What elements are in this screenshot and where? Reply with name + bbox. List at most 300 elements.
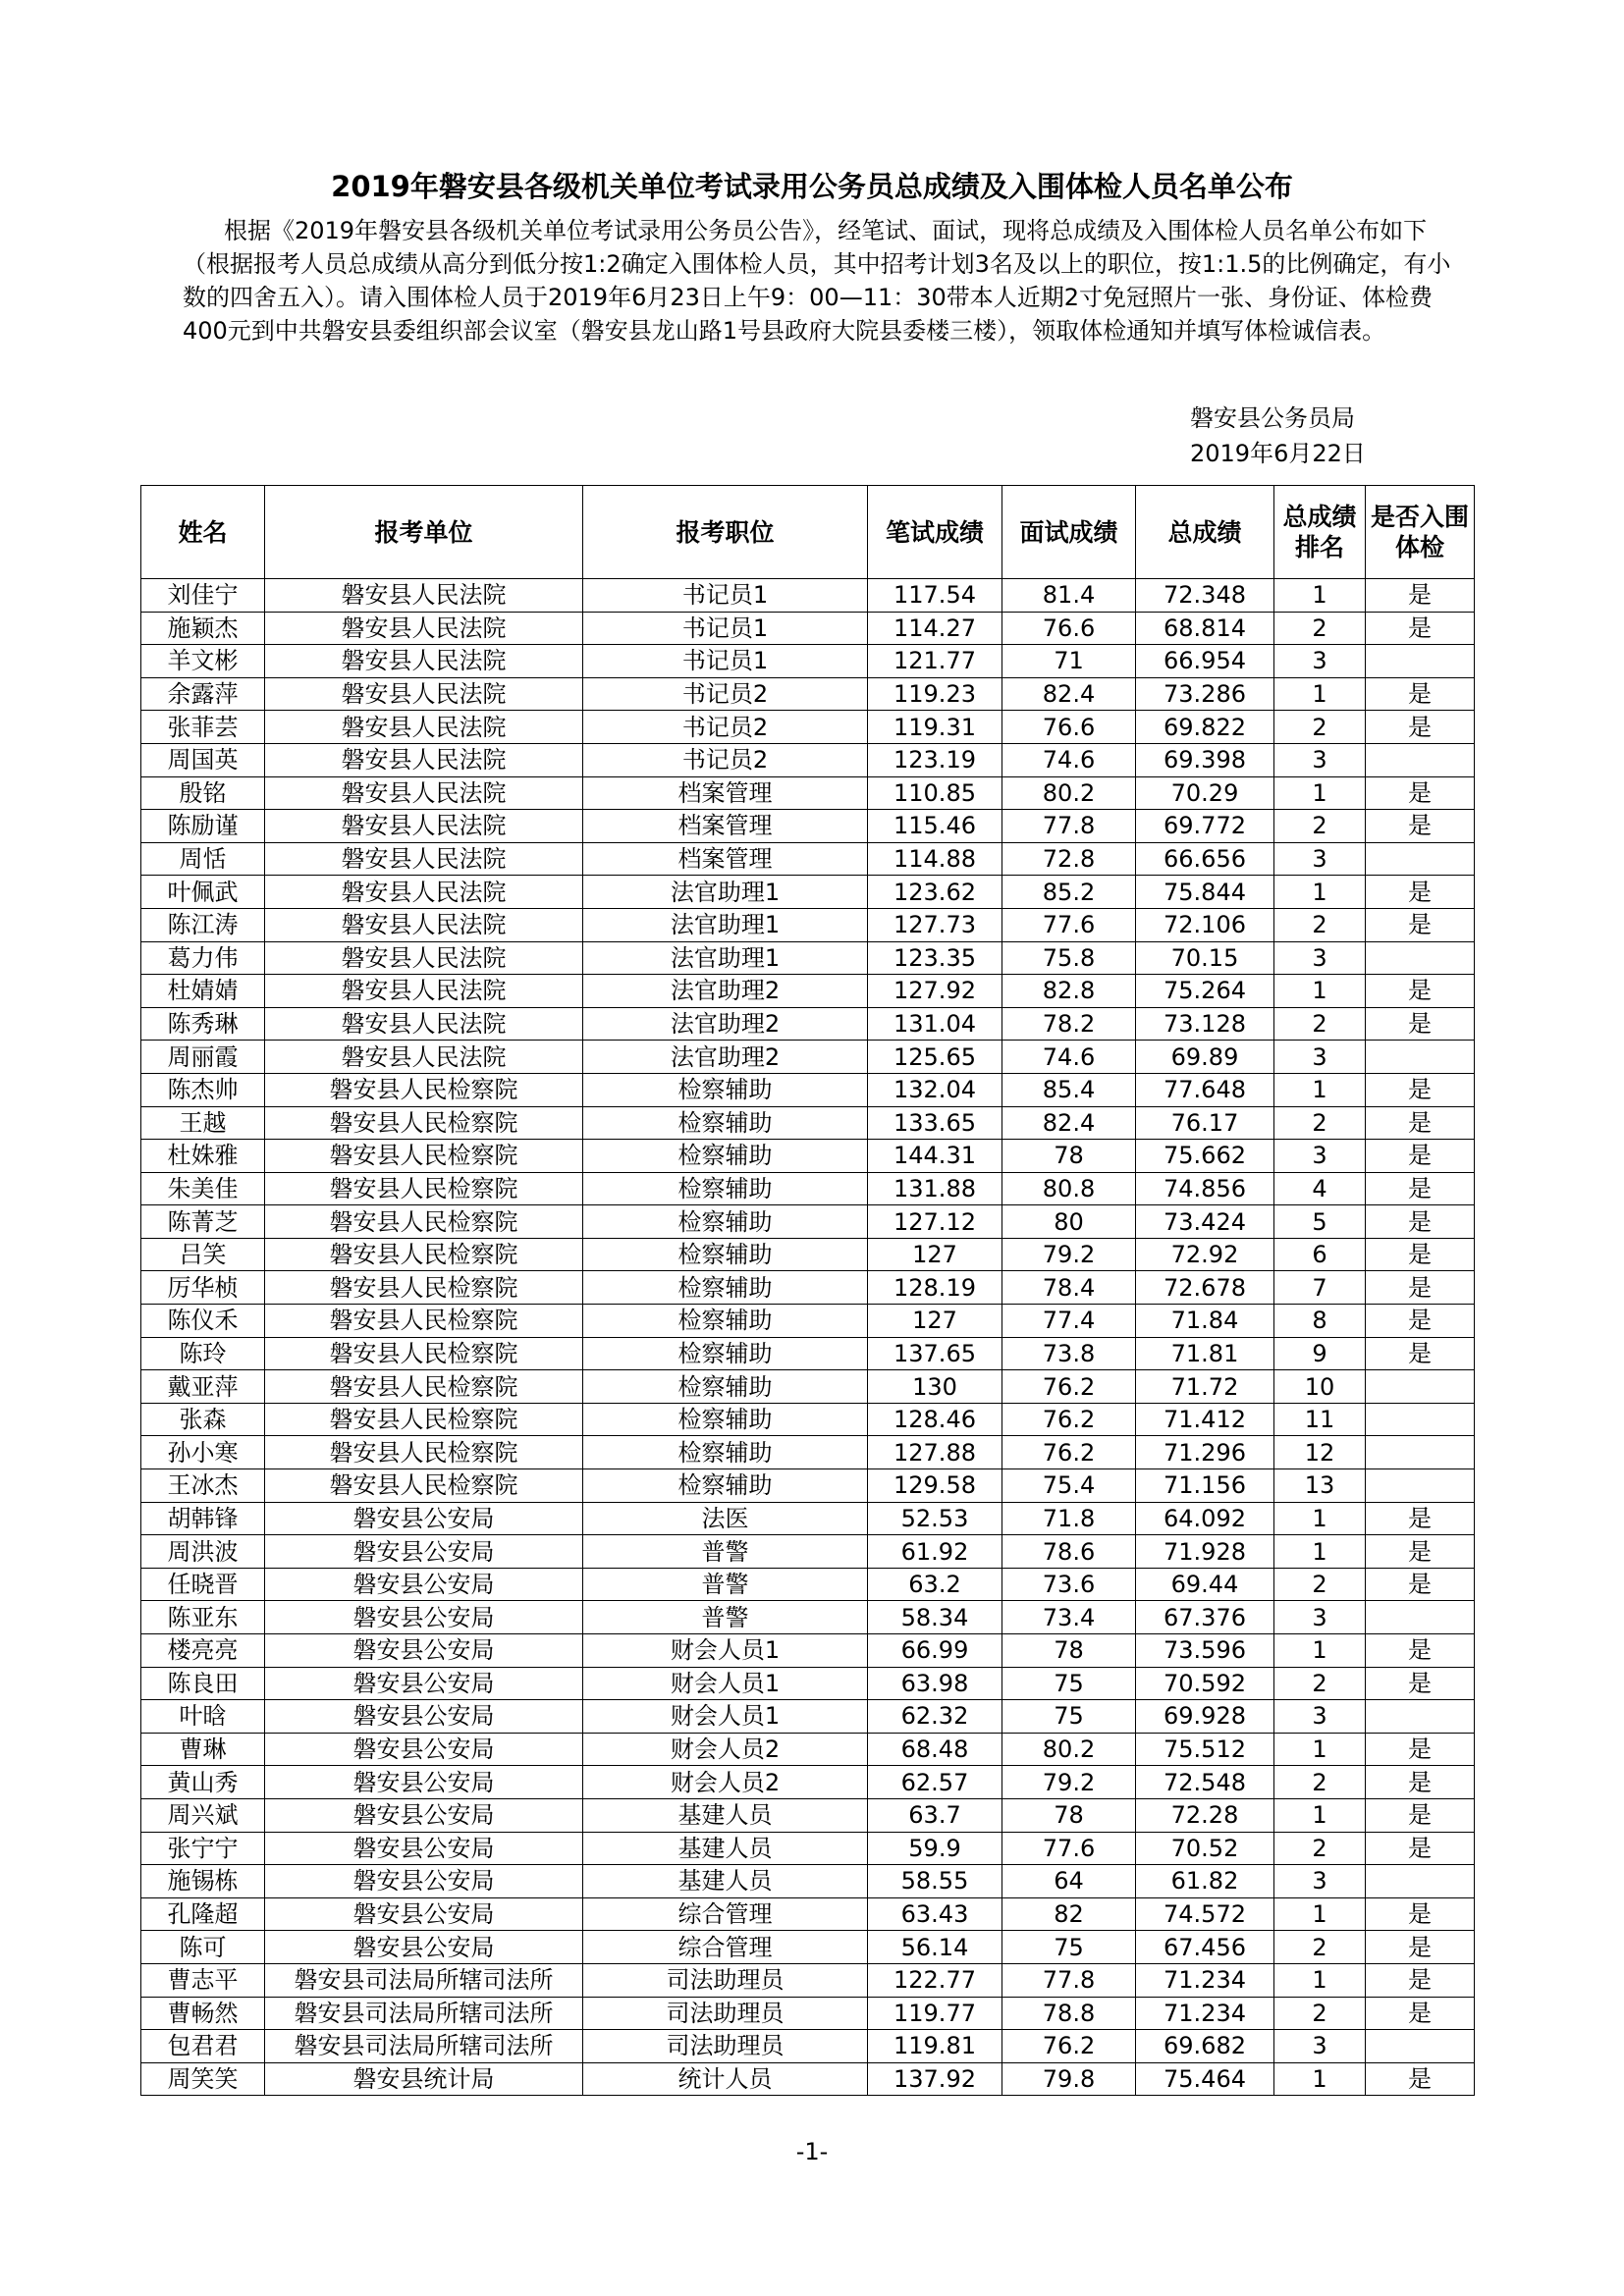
cell-position: 财会人员1 bbox=[583, 1667, 868, 1700]
cell-unit: 磐安县人民检察院 bbox=[265, 1238, 583, 1271]
cell-unit: 磐安县人民检察院 bbox=[265, 1106, 583, 1140]
cell-unit: 磐安县人民检察院 bbox=[265, 1073, 583, 1106]
cell-interview-score: 76.2 bbox=[1002, 2030, 1136, 2063]
cell-interview-score: 75 bbox=[1002, 1931, 1136, 1964]
table-row bbox=[141, 810, 1475, 843]
cell-shortlisted: 是 bbox=[1366, 1832, 1475, 1865]
table-row bbox=[141, 876, 1475, 909]
cell-total-score: 75.264 bbox=[1136, 975, 1274, 1008]
cell-total-score: 64.092 bbox=[1136, 1502, 1274, 1535]
cell-position: 检察辅助 bbox=[583, 1238, 868, 1271]
cell-shortlisted: 是 bbox=[1366, 1172, 1475, 1205]
cell-position: 书记员2 bbox=[583, 711, 868, 744]
cell-unit: 磐安县人民法院 bbox=[265, 810, 583, 843]
cell-rank: 2 bbox=[1274, 1766, 1366, 1799]
cell-shortlisted: 是 bbox=[1366, 1535, 1475, 1569]
table-row bbox=[141, 743, 1475, 776]
cell-name: 殷铭 bbox=[141, 776, 265, 810]
cell-shortlisted: 是 bbox=[1366, 1205, 1475, 1239]
cell-total-score: 72.106 bbox=[1136, 908, 1274, 941]
cell-shortlisted: 是 bbox=[1366, 1568, 1475, 1601]
table-row bbox=[141, 1073, 1475, 1106]
cell-written-score: 122.77 bbox=[868, 1963, 1002, 1997]
cell-interview-score: 71 bbox=[1002, 645, 1136, 678]
cell-shortlisted bbox=[1366, 1370, 1475, 1404]
cell-written-score: 61.92 bbox=[868, 1535, 1002, 1569]
cell-interview-score: 77.6 bbox=[1002, 908, 1136, 941]
cell-unit: 磐安县人民检察院 bbox=[265, 1469, 583, 1503]
cell-interview-score: 81.4 bbox=[1002, 579, 1136, 613]
cell-shortlisted bbox=[1366, 1041, 1475, 1074]
cell-interview-score: 79.2 bbox=[1002, 1238, 1136, 1271]
cell-unit: 磐安县公安局 bbox=[265, 1931, 583, 1964]
table-row bbox=[141, 612, 1475, 645]
table-row bbox=[141, 1897, 1475, 1931]
cell-name: 施锡栋 bbox=[141, 1865, 265, 1898]
table-row bbox=[141, 1832, 1475, 1865]
cell-name: 王越 bbox=[141, 1106, 265, 1140]
cell-interview-score: 77.4 bbox=[1002, 1305, 1136, 1338]
cell-shortlisted: 是 bbox=[1366, 1667, 1475, 1700]
cell-rank: 4 bbox=[1274, 1172, 1366, 1205]
cell-interview-score: 78.6 bbox=[1002, 1535, 1136, 1569]
cell-shortlisted: 是 bbox=[1366, 2062, 1475, 2096]
cell-shortlisted: 是 bbox=[1366, 612, 1475, 645]
cell-interview-score: 80.8 bbox=[1002, 1172, 1136, 1205]
cell-position: 书记员2 bbox=[583, 677, 868, 711]
cell-written-score: 63.7 bbox=[868, 1798, 1002, 1832]
cell-name: 陈菁芝 bbox=[141, 1205, 265, 1239]
table-row bbox=[141, 1370, 1475, 1404]
cell-rank: 2 bbox=[1274, 908, 1366, 941]
cell-total-score: 67.376 bbox=[1136, 1601, 1274, 1634]
cell-written-score: 131.88 bbox=[868, 1172, 1002, 1205]
cell-unit: 磐安县公安局 bbox=[265, 1700, 583, 1734]
cell-name: 羊文彬 bbox=[141, 645, 265, 678]
cell-position: 检察辅助 bbox=[583, 1337, 868, 1370]
cell-rank: 1 bbox=[1274, 1733, 1366, 1766]
cell-total-score: 76.17 bbox=[1136, 1106, 1274, 1140]
cell-position: 档案管理 bbox=[583, 842, 868, 876]
cell-position: 基建人员 bbox=[583, 1798, 868, 1832]
cell-rank: 3 bbox=[1274, 743, 1366, 776]
cell-rank: 11 bbox=[1274, 1403, 1366, 1436]
cell-position: 检察辅助 bbox=[583, 1205, 868, 1239]
cell-written-score: 52.53 bbox=[868, 1502, 1002, 1535]
cell-total-score: 73.596 bbox=[1136, 1634, 1274, 1668]
cell-position: 检察辅助 bbox=[583, 1140, 868, 1173]
header-interview-score: 面试成绩 bbox=[1002, 486, 1136, 579]
cell-unit: 磐安县人民法院 bbox=[265, 645, 583, 678]
signature-date: 2019年6月22日 bbox=[1190, 440, 1366, 467]
table-row bbox=[141, 1535, 1475, 1569]
cell-position: 检察辅助 bbox=[583, 1106, 868, 1140]
cell-name: 陈亚东 bbox=[141, 1601, 265, 1634]
cell-shortlisted: 是 bbox=[1366, 1271, 1475, 1305]
table-row bbox=[141, 1733, 1475, 1766]
cell-written-score: 129.58 bbox=[868, 1469, 1002, 1503]
cell-position: 书记员1 bbox=[583, 645, 868, 678]
cell-rank: 3 bbox=[1274, 645, 1366, 678]
cell-unit: 磐安县人民检察院 bbox=[265, 1436, 583, 1469]
cell-shortlisted: 是 bbox=[1366, 1997, 1475, 2030]
cell-name: 周丽霞 bbox=[141, 1041, 265, 1074]
cell-written-score: 123.35 bbox=[868, 941, 1002, 975]
cell-total-score: 74.856 bbox=[1136, 1172, 1274, 1205]
table-row bbox=[141, 711, 1475, 744]
cell-rank: 1 bbox=[1274, 677, 1366, 711]
cell-interview-score: 74.6 bbox=[1002, 1041, 1136, 1074]
cell-unit: 磐安县公安局 bbox=[265, 1832, 583, 1865]
cell-unit: 磐安县公安局 bbox=[265, 1667, 583, 1700]
table-row bbox=[141, 579, 1475, 613]
cell-written-score: 59.9 bbox=[868, 1832, 1002, 1865]
cell-position: 财会人员1 bbox=[583, 1700, 868, 1734]
cell-total-score: 70.592 bbox=[1136, 1667, 1274, 1700]
cell-written-score: 127.73 bbox=[868, 908, 1002, 941]
cell-total-score: 70.52 bbox=[1136, 1832, 1274, 1865]
cell-name: 包君君 bbox=[141, 2030, 265, 2063]
cell-rank: 1 bbox=[1274, 1535, 1366, 1569]
cell-rank: 1 bbox=[1274, 1502, 1366, 1535]
cell-position: 财会人员2 bbox=[583, 1733, 868, 1766]
cell-total-score: 75.464 bbox=[1136, 2062, 1274, 2096]
cell-shortlisted bbox=[1366, 941, 1475, 975]
cell-unit: 磐安县人民法院 bbox=[265, 776, 583, 810]
cell-unit: 磐安县公安局 bbox=[265, 1798, 583, 1832]
table-row bbox=[141, 1106, 1475, 1140]
cell-name: 叶晗 bbox=[141, 1700, 265, 1734]
cell-interview-score: 73.6 bbox=[1002, 1568, 1136, 1601]
cell-position: 司法助理员 bbox=[583, 2030, 868, 2063]
cell-position: 检察辅助 bbox=[583, 1403, 868, 1436]
cell-name: 任晓晋 bbox=[141, 1568, 265, 1601]
table-row bbox=[141, 1700, 1475, 1734]
cell-total-score: 69.822 bbox=[1136, 711, 1274, 744]
cell-unit: 磐安县人民检察院 bbox=[265, 1337, 583, 1370]
cell-position: 普警 bbox=[583, 1601, 868, 1634]
cell-total-score: 69.772 bbox=[1136, 810, 1274, 843]
cell-shortlisted bbox=[1366, 1865, 1475, 1898]
cell-written-score: 62.32 bbox=[868, 1700, 1002, 1734]
cell-position: 检察辅助 bbox=[583, 1073, 868, 1106]
table-row bbox=[141, 1997, 1475, 2030]
cell-written-score: 125.65 bbox=[868, 1041, 1002, 1074]
cell-unit: 磐安县人民法院 bbox=[265, 743, 583, 776]
cell-rank: 3 bbox=[1274, 1041, 1366, 1074]
cell-interview-score: 78.4 bbox=[1002, 1271, 1136, 1305]
cell-rank: 2 bbox=[1274, 1106, 1366, 1140]
cell-unit: 磐安县人民检察院 bbox=[265, 1172, 583, 1205]
cell-shortlisted bbox=[1366, 2030, 1475, 2063]
cell-total-score: 61.82 bbox=[1136, 1865, 1274, 1898]
cell-name: 陈秀琳 bbox=[141, 1007, 265, 1041]
cell-unit: 磐安县司法局所辖司法所 bbox=[265, 1997, 583, 2030]
cell-shortlisted: 是 bbox=[1366, 810, 1475, 843]
cell-shortlisted: 是 bbox=[1366, 711, 1475, 744]
cell-interview-score: 85.2 bbox=[1002, 876, 1136, 909]
cell-shortlisted: 是 bbox=[1366, 1766, 1475, 1799]
cell-written-score: 121.77 bbox=[868, 645, 1002, 678]
cell-interview-score: 75.8 bbox=[1002, 941, 1136, 975]
cell-shortlisted: 是 bbox=[1366, 1073, 1475, 1106]
cell-unit: 磐安县司法局所辖司法所 bbox=[265, 2030, 583, 2063]
cell-rank: 2 bbox=[1274, 1997, 1366, 2030]
cell-position: 普警 bbox=[583, 1568, 868, 1601]
table-row bbox=[141, 908, 1475, 941]
cell-shortlisted: 是 bbox=[1366, 1634, 1475, 1668]
cell-total-score: 71.234 bbox=[1136, 1997, 1274, 2030]
table-row bbox=[141, 1205, 1475, 1239]
cell-name: 周洪波 bbox=[141, 1535, 265, 1569]
cell-interview-score: 75.4 bbox=[1002, 1469, 1136, 1503]
table-row bbox=[141, 776, 1475, 810]
cell-total-score: 71.156 bbox=[1136, 1469, 1274, 1503]
cell-shortlisted bbox=[1366, 1601, 1475, 1634]
cell-total-score: 71.84 bbox=[1136, 1305, 1274, 1338]
cell-unit: 磐安县人民法院 bbox=[265, 677, 583, 711]
cell-name: 曹志平 bbox=[141, 1963, 265, 1997]
cell-name: 胡韩锋 bbox=[141, 1502, 265, 1535]
cell-written-score: 63.2 bbox=[868, 1568, 1002, 1601]
table-row bbox=[141, 1502, 1475, 1535]
cell-shortlisted: 是 bbox=[1366, 1140, 1475, 1173]
cell-name: 楼亮亮 bbox=[141, 1634, 265, 1668]
header-position: 报考职位 bbox=[583, 486, 868, 579]
cell-unit: 磐安县人民法院 bbox=[265, 975, 583, 1008]
cell-interview-score: 80.2 bbox=[1002, 776, 1136, 810]
cell-total-score: 74.572 bbox=[1136, 1897, 1274, 1931]
table-row bbox=[141, 1305, 1475, 1338]
cell-written-score: 128.46 bbox=[868, 1403, 1002, 1436]
cell-position: 法医 bbox=[583, 1502, 868, 1535]
cell-unit: 磐安县人民检察院 bbox=[265, 1403, 583, 1436]
cell-rank: 1 bbox=[1274, 1897, 1366, 1931]
cell-shortlisted bbox=[1366, 1469, 1475, 1503]
cell-unit: 磐安县人民法院 bbox=[265, 941, 583, 975]
cell-interview-score: 77.6 bbox=[1002, 1832, 1136, 1865]
cell-name: 杜婧婧 bbox=[141, 975, 265, 1008]
cell-shortlisted: 是 bbox=[1366, 1007, 1475, 1041]
table-header-row bbox=[141, 486, 1475, 579]
cell-shortlisted bbox=[1366, 1436, 1475, 1469]
cell-written-score: 127 bbox=[868, 1305, 1002, 1338]
cell-shortlisted: 是 bbox=[1366, 876, 1475, 909]
cell-position: 综合管理 bbox=[583, 1931, 868, 1964]
table-row bbox=[141, 1798, 1475, 1832]
cell-rank: 1 bbox=[1274, 1963, 1366, 1997]
cell-name: 陈仪禾 bbox=[141, 1305, 265, 1338]
cell-interview-score: 72.8 bbox=[1002, 842, 1136, 876]
cell-rank: 9 bbox=[1274, 1337, 1366, 1370]
cell-name: 厉华桢 bbox=[141, 1271, 265, 1305]
cell-position: 普警 bbox=[583, 1535, 868, 1569]
table-body bbox=[141, 579, 1475, 2096]
cell-position: 司法助理员 bbox=[583, 1963, 868, 1997]
signature-org: 磐安县公务员局 bbox=[1190, 404, 1355, 432]
cell-position: 法官助理1 bbox=[583, 876, 868, 909]
cell-shortlisted bbox=[1366, 1700, 1475, 1734]
cell-position: 检察辅助 bbox=[583, 1436, 868, 1469]
table-row bbox=[141, 1931, 1475, 1964]
cell-written-score: 123.62 bbox=[868, 876, 1002, 909]
cell-interview-score: 82.4 bbox=[1002, 1106, 1136, 1140]
cell-rank: 3 bbox=[1274, 1700, 1366, 1734]
cell-rank: 7 bbox=[1274, 1271, 1366, 1305]
table-row bbox=[141, 2030, 1475, 2063]
cell-position: 档案管理 bbox=[583, 776, 868, 810]
header-name: 姓名 bbox=[141, 486, 265, 579]
cell-written-score: 114.27 bbox=[868, 612, 1002, 645]
cell-interview-score: 73.4 bbox=[1002, 1601, 1136, 1634]
header-unit: 报考单位 bbox=[265, 486, 583, 579]
table-row bbox=[141, 1766, 1475, 1799]
cell-shortlisted bbox=[1366, 645, 1475, 678]
cell-name: 陈可 bbox=[141, 1931, 265, 1964]
cell-shortlisted: 是 bbox=[1366, 908, 1475, 941]
cell-written-score: 66.99 bbox=[868, 1634, 1002, 1668]
cell-written-score: 114.88 bbox=[868, 842, 1002, 876]
cell-rank: 10 bbox=[1274, 1370, 1366, 1404]
cell-written-score: 127.88 bbox=[868, 1436, 1002, 1469]
cell-position: 检察辅助 bbox=[583, 1370, 868, 1404]
cell-unit: 磐安县公安局 bbox=[265, 1568, 583, 1601]
cell-rank: 2 bbox=[1274, 1568, 1366, 1601]
cell-interview-score: 80 bbox=[1002, 1205, 1136, 1239]
cell-rank: 3 bbox=[1274, 2030, 1366, 2063]
cell-total-score: 72.28 bbox=[1136, 1798, 1274, 1832]
cell-rank: 3 bbox=[1274, 842, 1366, 876]
cell-written-score: 110.85 bbox=[868, 776, 1002, 810]
cell-unit: 磐安县人民检察院 bbox=[265, 1271, 583, 1305]
cell-name: 叶佩武 bbox=[141, 876, 265, 909]
cell-total-score: 71.928 bbox=[1136, 1535, 1274, 1569]
cell-rank: 2 bbox=[1274, 711, 1366, 744]
cell-name: 余露萍 bbox=[141, 677, 265, 711]
cell-name: 曹琳 bbox=[141, 1733, 265, 1766]
cell-name: 曹畅然 bbox=[141, 1997, 265, 2030]
cell-total-score: 73.424 bbox=[1136, 1205, 1274, 1239]
cell-interview-score: 78.8 bbox=[1002, 1997, 1136, 2030]
cell-written-score: 56.14 bbox=[868, 1931, 1002, 1964]
cell-rank: 8 bbox=[1274, 1305, 1366, 1338]
cell-name: 张森 bbox=[141, 1403, 265, 1436]
table-row bbox=[141, 1601, 1475, 1634]
cell-written-score: 63.98 bbox=[868, 1667, 1002, 1700]
cell-shortlisted: 是 bbox=[1366, 1106, 1475, 1140]
cell-name: 施颖杰 bbox=[141, 612, 265, 645]
cell-unit: 磐安县公安局 bbox=[265, 1535, 583, 1569]
cell-shortlisted: 是 bbox=[1366, 579, 1475, 613]
table-row bbox=[141, 1436, 1475, 1469]
cell-position: 书记员1 bbox=[583, 612, 868, 645]
cell-name: 葛力伟 bbox=[141, 941, 265, 975]
cell-interview-score: 78 bbox=[1002, 1140, 1136, 1173]
cell-total-score: 73.128 bbox=[1136, 1007, 1274, 1041]
cell-written-score: 127.92 bbox=[868, 975, 1002, 1008]
cell-interview-score: 73.8 bbox=[1002, 1337, 1136, 1370]
cell-total-score: 69.89 bbox=[1136, 1041, 1274, 1074]
cell-position: 基建人员 bbox=[583, 1832, 868, 1865]
cell-position: 法官助理1 bbox=[583, 908, 868, 941]
cell-total-score: 69.44 bbox=[1136, 1568, 1274, 1601]
cell-total-score: 75.844 bbox=[1136, 876, 1274, 909]
cell-unit: 磐安县司法局所辖司法所 bbox=[265, 1963, 583, 1997]
cell-shortlisted: 是 bbox=[1366, 1897, 1475, 1931]
cell-name: 陈良田 bbox=[141, 1667, 265, 1700]
cell-unit: 磐安县公安局 bbox=[265, 1897, 583, 1931]
cell-rank: 3 bbox=[1274, 941, 1366, 975]
cell-rank: 1 bbox=[1274, 579, 1366, 613]
cell-written-score: 115.46 bbox=[868, 810, 1002, 843]
cell-interview-score: 78 bbox=[1002, 1634, 1136, 1668]
document-title: 2019年磐安县各级机关单位考试录用公务员总成绩及入围体检人员名单公布 bbox=[331, 170, 1293, 203]
cell-total-score: 71.412 bbox=[1136, 1403, 1274, 1436]
cell-rank: 3 bbox=[1274, 1601, 1366, 1634]
cell-total-score: 70.15 bbox=[1136, 941, 1274, 975]
cell-interview-score: 80.2 bbox=[1002, 1733, 1136, 1766]
cell-written-score: 119.31 bbox=[868, 711, 1002, 744]
cell-interview-score: 75 bbox=[1002, 1667, 1136, 1700]
cell-total-score: 72.548 bbox=[1136, 1766, 1274, 1799]
cell-total-score: 71.72 bbox=[1136, 1370, 1274, 1404]
cell-unit: 磐安县人民法院 bbox=[265, 1041, 583, 1074]
cell-rank: 1 bbox=[1274, 1798, 1366, 1832]
table-row bbox=[141, 1238, 1475, 1271]
cell-total-score: 66.954 bbox=[1136, 645, 1274, 678]
cell-written-score: 62.57 bbox=[868, 1766, 1002, 1799]
cell-interview-score: 85.4 bbox=[1002, 1073, 1136, 1106]
cell-interview-score: 78.2 bbox=[1002, 1007, 1136, 1041]
cell-unit: 磐安县人民法院 bbox=[265, 1007, 583, 1041]
cell-shortlisted: 是 bbox=[1366, 1305, 1475, 1338]
cell-name: 孔隆超 bbox=[141, 1897, 265, 1931]
cell-written-score: 58.34 bbox=[868, 1601, 1002, 1634]
cell-interview-score: 77.8 bbox=[1002, 810, 1136, 843]
cell-written-score: 137.65 bbox=[868, 1337, 1002, 1370]
cell-total-score: 71.296 bbox=[1136, 1436, 1274, 1469]
cell-interview-score: 82.4 bbox=[1002, 677, 1136, 711]
cell-position: 财会人员1 bbox=[583, 1634, 868, 1668]
cell-unit: 磐安县人民检察院 bbox=[265, 1140, 583, 1173]
cell-interview-score: 82 bbox=[1002, 1897, 1136, 1931]
cell-name: 张菲芸 bbox=[141, 711, 265, 744]
cell-total-score: 77.648 bbox=[1136, 1073, 1274, 1106]
cell-unit: 磐安县人民检察院 bbox=[265, 1370, 583, 1404]
cell-position: 法官助理1 bbox=[583, 941, 868, 975]
results-table bbox=[140, 485, 1475, 2096]
cell-rank: 2 bbox=[1274, 1931, 1366, 1964]
cell-name: 孙小寒 bbox=[141, 1436, 265, 1469]
cell-interview-score: 79.8 bbox=[1002, 2062, 1136, 2096]
cell-shortlisted: 是 bbox=[1366, 1963, 1475, 1997]
cell-total-score: 68.814 bbox=[1136, 612, 1274, 645]
cell-rank: 5 bbox=[1274, 1205, 1366, 1239]
table-row bbox=[141, 1041, 1475, 1074]
cell-position: 档案管理 bbox=[583, 810, 868, 843]
cell-name: 陈励谨 bbox=[141, 810, 265, 843]
cell-position: 司法助理员 bbox=[583, 1997, 868, 2030]
cell-position: 检察辅助 bbox=[583, 1469, 868, 1503]
cell-total-score: 73.286 bbox=[1136, 677, 1274, 711]
cell-rank: 2 bbox=[1274, 1832, 1366, 1865]
cell-written-score: 130 bbox=[868, 1370, 1002, 1404]
table-row bbox=[141, 1865, 1475, 1898]
table-row bbox=[141, 1667, 1475, 1700]
cell-written-score: 58.55 bbox=[868, 1865, 1002, 1898]
table-row bbox=[141, 1337, 1475, 1370]
cell-interview-score: 76.6 bbox=[1002, 711, 1136, 744]
